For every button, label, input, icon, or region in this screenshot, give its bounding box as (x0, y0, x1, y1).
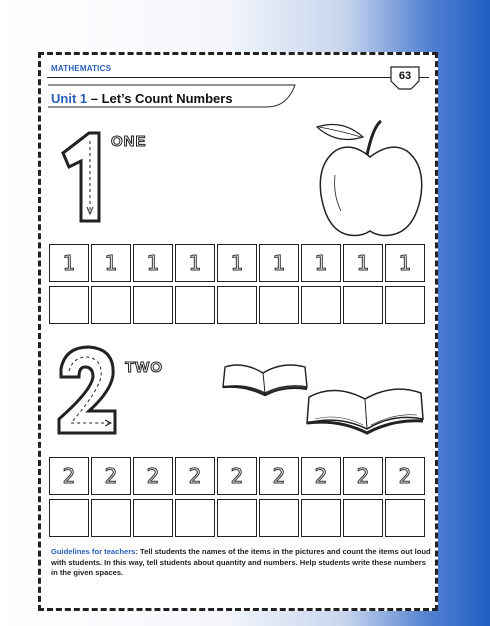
trace-row-one (49, 244, 425, 282)
trace-digit: 2 (104, 464, 118, 488)
trace-cell[interactable] (385, 457, 425, 495)
word-two: TWO (125, 359, 163, 376)
unit-title-text: – Let’s Count Numbers (87, 91, 233, 106)
write-cell[interactable] (259, 499, 299, 537)
trace-cell[interactable] (175, 244, 215, 282)
trace-digit: 2 (398, 464, 412, 488)
trace-digit: 2 (146, 464, 160, 488)
trace-digit: 1 (188, 251, 202, 275)
trace-digit: 2 (356, 464, 370, 488)
write-cell[interactable] (343, 286, 383, 324)
trace-cell[interactable] (217, 244, 257, 282)
guidelines-heading: Guidelines for teachers: (51, 547, 138, 556)
trace-digit: 1 (146, 251, 160, 275)
trace-cell[interactable] (301, 457, 341, 495)
trace-digit: 2 (314, 464, 328, 488)
trace-cell[interactable] (49, 457, 89, 495)
write-cell[interactable] (133, 499, 173, 537)
trace-cell[interactable] (91, 244, 131, 282)
unit-label: Unit 1 (51, 91, 88, 106)
trace-cell[interactable] (217, 457, 257, 495)
trace-cell[interactable] (175, 457, 215, 495)
trace-cell[interactable] (343, 244, 383, 282)
trace-cell[interactable] (259, 457, 299, 495)
trace-digit: 2 (230, 464, 244, 488)
trace-cell[interactable] (343, 457, 383, 495)
write-cell[interactable] (343, 499, 383, 537)
trace-cell[interactable] (301, 244, 341, 282)
write-cell[interactable] (133, 286, 173, 324)
write-cell[interactable] (217, 286, 257, 324)
write-cell[interactable] (301, 499, 341, 537)
write-cell[interactable] (385, 499, 425, 537)
unit-title (51, 91, 233, 106)
trace-digit: 1 (398, 251, 412, 275)
write-cell[interactable] (217, 499, 257, 537)
write-cell[interactable] (175, 499, 215, 537)
trace-cell[interactable] (259, 244, 299, 282)
write-row-one (49, 286, 425, 324)
word-one: ONE (111, 133, 147, 150)
trace-digit: 1 (272, 251, 286, 275)
write-cell[interactable] (385, 286, 425, 324)
guidelines-text: Tell students the names of the items in the pictures and count the items out loud with students. In this way, tell students about quantity and numbers. Help students write these numbers in the given spaces. (51, 547, 431, 577)
write-cell[interactable] (49, 286, 89, 324)
trace-digit: 1 (230, 251, 244, 275)
number-two-outline (55, 345, 119, 437)
write-cell[interactable] (259, 286, 299, 324)
page-number-badge (389, 65, 421, 91)
header-divider (47, 77, 429, 78)
trace-cell[interactable] (133, 457, 173, 495)
trace-digit: 2 (62, 464, 76, 488)
book-image (305, 375, 427, 441)
trace-cell[interactable] (91, 457, 131, 495)
trace-digit: 2 (188, 464, 202, 488)
write-row-two (49, 499, 425, 537)
write-cell[interactable] (175, 286, 215, 324)
book-image (221, 355, 311, 399)
write-cell[interactable] (91, 499, 131, 537)
trace-row-two (49, 457, 425, 495)
worksheet-page (38, 52, 438, 611)
trace-digit: 1 (62, 251, 76, 275)
subject-label: MATHEMATICS (51, 64, 112, 73)
write-cell[interactable] (49, 499, 89, 537)
trace-cell[interactable] (385, 244, 425, 282)
write-cell[interactable] (91, 286, 131, 324)
page-number: 63 (398, 70, 412, 82)
apple-image (315, 115, 425, 239)
trace-digit: 1 (356, 251, 370, 275)
number-one-outline (59, 127, 105, 227)
trace-digit: 2 (272, 464, 286, 488)
trace-digit: 1 (314, 251, 328, 275)
write-cell[interactable] (301, 286, 341, 324)
trace-cell[interactable] (133, 244, 173, 282)
trace-digit: 1 (104, 251, 118, 275)
trace-cell[interactable] (49, 244, 89, 282)
teacher-guidelines (51, 547, 431, 579)
